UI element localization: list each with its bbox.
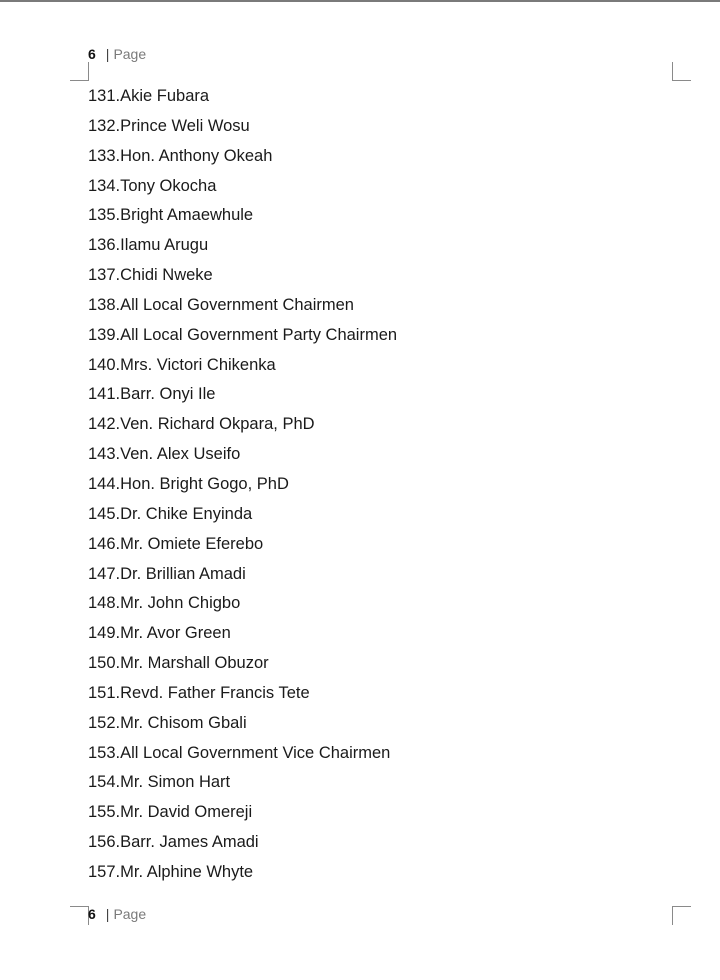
header-page-number: 6 — [88, 46, 96, 62]
footer-separator: | — [105, 906, 110, 922]
list-item: 139.All Local Government Party Chairmen — [88, 325, 398, 344]
footer-page-number: 6 — [88, 906, 96, 922]
list-item: 145.Dr. Chike Enyinda — [88, 504, 253, 523]
page-header — [88, 46, 146, 62]
list-item: 157.Mr. Alphine Whyte — [88, 862, 254, 881]
list-item: 144.Hon. Bright Gogo, PhD — [88, 474, 289, 493]
list-item: 149.Mr. Avor Green — [88, 624, 231, 643]
list-item: 141.Barr. Onyi Ile — [88, 385, 216, 404]
list-item: 140.Mrs. Victori Chikenka — [88, 355, 276, 374]
list-item: 135.Bright Amaewhule — [88, 206, 254, 225]
list-item: 138.All Local Government Chairmen — [88, 295, 354, 314]
list-item: 133.Hon. Anthony Okeah — [88, 146, 273, 165]
footer-page-label: Page — [113, 906, 147, 922]
crop-mark-top-left — [70, 62, 89, 81]
list-item: 137.Chidi Nweke — [88, 266, 213, 285]
list-item: 156.Barr. James Amadi — [88, 833, 259, 852]
top-rule — [0, 0, 720, 2]
name-list — [88, 84, 397, 890]
list-item: 134.Tony Okocha — [88, 176, 217, 195]
list-item: 147.Dr. Brillian Amadi — [88, 564, 246, 583]
list-item: 143.Ven. Alex Useifo — [88, 445, 241, 464]
list-item: 131.Akie Fubara — [88, 87, 210, 105]
list-item: 142.Ven. Richard Okpara, PhD — [88, 415, 315, 434]
list-item: 151.Revd. Father Francis Tete — [88, 683, 310, 702]
list-item: 136.Ilamu Arugu — [88, 236, 209, 255]
list-item: 152.Mr. Chisom Gbali — [88, 713, 247, 732]
list-item: 132.Prince Weli Wosu — [88, 116, 250, 135]
header-separator: | — [105, 46, 110, 62]
list-item: 150.Mr. Marshall Obuzor — [88, 654, 269, 673]
crop-mark-top-right — [672, 62, 691, 81]
list-item: 154.Mr. Simon Hart — [88, 773, 231, 792]
crop-mark-bottom-left — [70, 906, 89, 925]
list-item: 155.Mr. David Omereji — [88, 803, 253, 822]
header-page-label: Page — [113, 46, 147, 62]
page-footer — [88, 906, 146, 922]
list-item: 146.Mr. Omiete Eferebo — [88, 534, 264, 553]
list-item: 148.Mr. John Chigbo — [88, 594, 241, 613]
crop-mark-bottom-right — [672, 906, 691, 925]
list-item: 153.All Local Government Vice Chairmen — [88, 743, 391, 762]
